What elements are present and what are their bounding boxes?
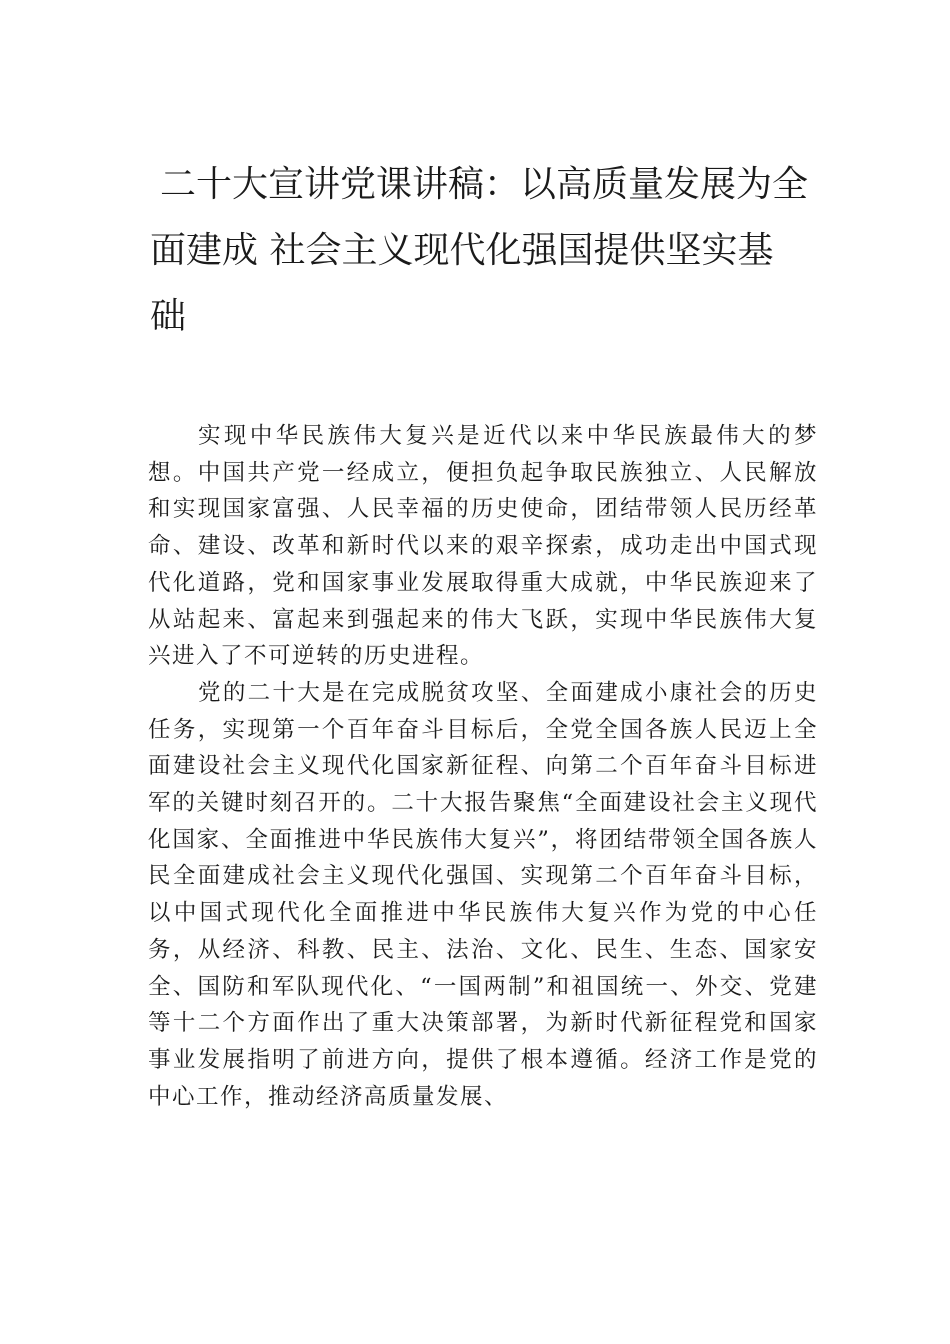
title-line-3: 础 — [150, 296, 187, 337]
document-body — [148, 418, 818, 1115]
document-title — [150, 152, 810, 350]
paragraph-2: 党的二十大是在完成脱贫攻坚、全面建成小康社会的历史任务，实现第一个百年奋斗目标后，全党全国各族人民迈上全面建设社会主义现代化国家新征程、向第二个百年奋斗目标进军的关键时刻召开的。二十大报告聚焦“全面建设社会主义现代化国家、全面推进中华民族伟大复兴”，将团结带领全国各族人民全面建成社会主义现代化强国、实现第二个百年奋斗目标，以中国式现代化全面推进中华民族伟大复兴作为党的中心任务，从经济、科教、民主、法治、文化、民生、生态、国家安全、国防和军队现代化、“一国两制”和祖国统一、外交、党建等十二个方面作出了重大决策部署，为新时代新征程党和国家事业发展指明了前进方向，提供了根本遵循。经济工作是党的中心工作，推动经济高质量发展、 — [148, 679, 818, 1110]
title-line-1: 二十大宣讲党课讲稿：以高质量发展为全 — [160, 164, 809, 205]
title-line-2: 面建成 社会主义现代化强国提供坚实基 — [150, 230, 774, 271]
paragraph-1: 实现中华民族伟大复兴是近代以来中华民族最伟大的梦想。中国共产党一经成立，便担负起争取民族独立、人民解放和实现国家富强、人民幸福的历史使命，团结带领人民历经革命、建设、改革和新时代以来的艰辛探索，成功走出中国式现代化道路，党和国家事业发展取得重大成就，中华民族迎来了从站起来、富起来到强起来的伟大飞跃，实现中华民族伟大复兴进入了不可逆转的历史进程。 — [148, 423, 818, 670]
